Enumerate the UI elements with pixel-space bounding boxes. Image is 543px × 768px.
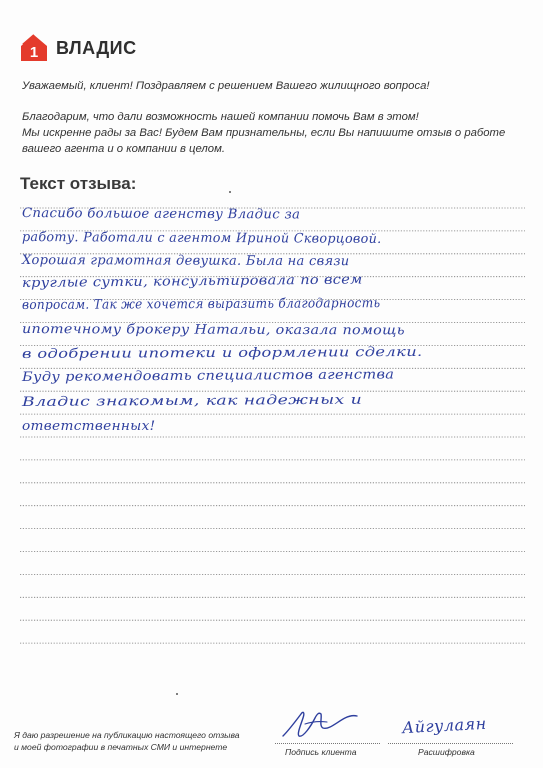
publication-consent [14,729,274,753]
intro-line-2: Мы искренне рады за Вас! Будем Вам признательны, если Вы напишите отзыв о работе [22,127,506,139]
consent-line-1: Я даю разрешение на публикацию настоящего отзыва [14,730,240,740]
ink-dot [176,693,178,695]
decode-caption: Расшифровка [418,747,475,757]
handwritten-line-4: круглые сутки, консультировала по всем [21,272,363,291]
review-heading: Текст отзыва: [20,174,137,193]
signature-caption: Подпись клиента [285,747,357,757]
intro-paragraph [22,109,522,157]
handwritten-line-9: Владис знакомым, как надежных и [21,392,363,410]
consent-line-2: и моей фотографии в печатных СМИ и интернете [14,742,228,752]
intro-line-3: вашего агента и о компании в целом. [22,143,225,155]
handwritten-line-8: Буду рекомендовать специалистов агенства [21,367,395,385]
handwritten-line-5: вопросам. Так же хочется выразить благодарность [21,296,381,313]
brand-name: ВЛАДИС [56,37,137,58]
handwritten-line-3: Хорошая грамотная девушка. Была на связи [21,253,350,270]
house-logo-icon [20,34,48,62]
client-signature [275,700,380,745]
ink-dot [229,191,231,193]
name-decode-block [388,700,513,760]
client-signature-block [275,700,380,760]
handwritten-line-1: Спасибо большое агенству Владис за [21,206,301,223]
decode-line [388,743,513,744]
handwritten-line-7: в одобрении ипотеки и оформлении сделки. [21,344,423,362]
greeting-line: Уважаемый, клиент! Поздравляем с решением Вашего жилищного вопроса! [22,80,430,92]
decoded-name: Айгулаян [401,713,488,738]
handwritten-line-10: ответственных! [22,419,156,434]
intro-line-1: Благодарим, что дали возможность нашей компании помочь Вам в этом! [22,111,419,123]
signature-line [275,743,380,744]
greeting-text [22,78,522,94]
logo-digit: 1 [29,44,39,61]
handwritten-line-6: ипотечному брокеру Натальи, оказала помощь [21,322,405,339]
brand-logo [20,33,137,63]
handwritten-line-2: работу. Работали с агентом Ириной Скворцовой. [21,230,382,247]
